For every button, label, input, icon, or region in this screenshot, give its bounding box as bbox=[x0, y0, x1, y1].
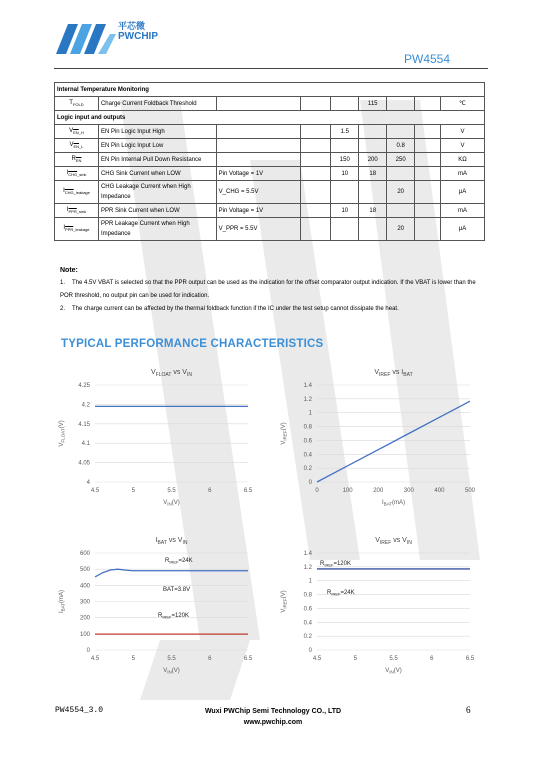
spec-unit: V bbox=[441, 139, 485, 153]
spec-section-label: Internal Temperature Monitoring bbox=[55, 83, 485, 97]
spec-max: 0.8 bbox=[387, 139, 415, 153]
spec-blank bbox=[301, 153, 331, 167]
chart-title: $I_{BAT}$ vs $V_{IN}$ bbox=[155, 537, 188, 546]
spec-section-row bbox=[55, 83, 485, 97]
y-axis-label: $V_{IREF}(V)$ bbox=[281, 422, 288, 445]
page-number: 6 bbox=[466, 705, 471, 715]
spec-symbol: $I_{\overline{PPR}\_sink}$ bbox=[55, 204, 99, 218]
y-tick-label: 1.2 bbox=[303, 564, 312, 571]
spec-param: PPR Leakage Current when High Impedance bbox=[98, 218, 216, 241]
x-axis-label: $V_{IN}(V)$ bbox=[163, 668, 180, 675]
spec-section-label: Logic input and outputs bbox=[55, 111, 485, 125]
spec-min: 10 bbox=[331, 204, 359, 218]
spec-blank bbox=[301, 125, 331, 139]
spec-blank bbox=[415, 125, 441, 139]
spec-typ bbox=[359, 125, 387, 139]
spec-typ: 115 bbox=[359, 97, 387, 111]
y-tick-label: 1.2 bbox=[303, 396, 312, 403]
x-tick-label: 5 bbox=[131, 656, 135, 662]
spec-unit: V bbox=[441, 125, 485, 139]
spec-blank bbox=[415, 97, 441, 111]
x-axis-label: $I_{BAT}(mA)$ bbox=[381, 500, 406, 507]
spec-unit: ℃ bbox=[441, 97, 485, 111]
spec-row bbox=[55, 204, 485, 218]
spec-condition: Pin Voltage = 1V bbox=[216, 167, 301, 181]
spec-condition bbox=[216, 153, 301, 167]
y-tick-label: 100 bbox=[79, 631, 90, 638]
spec-symbol: $I_{\overline{CHG}\_sink}$ bbox=[55, 167, 99, 181]
spec-blank bbox=[415, 218, 441, 241]
spec-max bbox=[387, 204, 415, 218]
note-item: 2. The charge current can be affected by the thermal foldback function if the IC under the test setup cannot dissipate the heat. bbox=[60, 306, 399, 312]
spec-section-row bbox=[55, 111, 485, 125]
y-tick-label: 4.25 bbox=[78, 383, 90, 389]
spec-condition: V_CHG = 5.5V bbox=[216, 181, 301, 204]
spec-condition bbox=[216, 139, 301, 153]
spec-blank bbox=[301, 97, 331, 111]
spec-row bbox=[55, 125, 485, 139]
x-tick-label: 5.5 bbox=[389, 656, 398, 662]
y-tick-label: 200 bbox=[79, 615, 90, 622]
chart-title: $V_{FLOAT}$ vs $V_{IN}$ bbox=[151, 369, 192, 378]
chart-annotation: $R_{IREF}=120K$ bbox=[158, 613, 189, 620]
spec-symbol: $T_{FOLD}$ bbox=[55, 97, 99, 111]
spec-max bbox=[387, 167, 415, 181]
brand-name-cn: 平芯微 bbox=[118, 21, 146, 31]
chart-annotation: BAT=3.8V bbox=[163, 587, 191, 593]
spec-table bbox=[54, 82, 485, 241]
y-tick-label: 0 bbox=[86, 648, 90, 654]
spec-unit: KΩ bbox=[441, 153, 485, 167]
x-tick-label: 100 bbox=[342, 488, 353, 494]
y-tick-label: 4.1 bbox=[81, 441, 90, 448]
chart-title: $V_{IREF}$ vs $V_{IN}$ bbox=[375, 537, 412, 546]
spec-blank bbox=[301, 167, 331, 181]
part-number: PW4554 bbox=[404, 52, 451, 66]
spec-min: 10 bbox=[331, 167, 359, 181]
spec-blank bbox=[415, 139, 441, 153]
spec-max bbox=[387, 125, 415, 139]
spec-condition bbox=[216, 125, 301, 139]
x-tick-label: 4.5 bbox=[90, 656, 100, 662]
chart-title: $V_{IREF}$ vs $I_{BAT}$ bbox=[374, 369, 413, 378]
spec-max: 20 bbox=[387, 181, 415, 204]
y-tick-label: 0.4 bbox=[303, 452, 312, 459]
note-item: 1. The 4.5V VBAT is selected so that the PPR output can be used as the indication for the offset comparator output indication. If the VBAT is lower than the POR threshold, no output pin can be used for indication. bbox=[60, 280, 476, 299]
spec-param: EN Pin Logic Input High bbox=[98, 125, 216, 139]
spec-typ bbox=[359, 181, 387, 204]
spec-param: CHG Sink Current when LOW bbox=[98, 167, 216, 181]
y-tick-label: 1.4 bbox=[303, 383, 312, 389]
y-tick-label: 0.6 bbox=[303, 438, 312, 445]
spec-param: EN Pin Internal Pull Down Resistance bbox=[98, 153, 216, 167]
spec-max: 250 bbox=[387, 153, 415, 167]
x-tick-label: 6 bbox=[430, 656, 434, 662]
x-axis-label: $V_{IN}(V)$ bbox=[385, 668, 402, 675]
x-tick-label: 200 bbox=[373, 488, 384, 494]
spec-typ: 200 bbox=[359, 153, 387, 167]
x-tick-label: 4.5 bbox=[312, 656, 322, 662]
y-tick-label: 0.2 bbox=[303, 634, 312, 641]
chart-annotation: $R_{IREF}=24K$ bbox=[165, 558, 193, 565]
x-tick-label: 300 bbox=[403, 488, 414, 494]
spec-max: 20 bbox=[387, 218, 415, 241]
spec-row bbox=[55, 97, 485, 111]
x-axis-label: $V_{IN}(V)$ bbox=[163, 500, 180, 507]
spec-unit: mA bbox=[441, 204, 485, 218]
chart-vfloat-vs-vin bbox=[50, 364, 260, 512]
spec-typ bbox=[359, 218, 387, 241]
series-line bbox=[95, 569, 248, 577]
footer-company: Wuxi PWChip Semi Technology CO., LTD bbox=[204, 708, 342, 715]
header-divider bbox=[54, 68, 488, 69]
footer-url[interactable]: www.pwchip.com bbox=[243, 719, 303, 726]
x-tick-label: 500 bbox=[464, 488, 476, 494]
x-tick-label: 0 bbox=[315, 488, 319, 494]
y-tick-label: 4.05 bbox=[78, 460, 90, 467]
y-axis-label: $V_{FLOAT}(V)$ bbox=[59, 420, 66, 447]
spec-min bbox=[331, 181, 359, 204]
spec-param: Charge Current Foldback Threshold bbox=[98, 97, 216, 111]
spec-blank bbox=[301, 204, 331, 218]
x-tick-label: 400 bbox=[434, 488, 445, 494]
chart-ibat-vs-vin bbox=[50, 532, 260, 680]
spec-symbol: $I_{\overline{PPR}\_leakage}$ bbox=[55, 218, 99, 241]
spec-unit: μA bbox=[441, 218, 485, 241]
x-tick-label: 5.5 bbox=[167, 488, 176, 494]
spec-symbol: $V_{\overline{EN}\_H}$ bbox=[55, 125, 99, 139]
spec-min bbox=[331, 218, 359, 241]
spec-min: 150 bbox=[331, 153, 359, 167]
spec-symbol: $I_{\overline{CHG}\_leakage}$ bbox=[55, 181, 99, 204]
spec-blank bbox=[301, 181, 331, 204]
spec-row bbox=[55, 139, 485, 153]
spec-typ bbox=[359, 139, 387, 153]
y-axis-label: $V_{IREF}(V)$ bbox=[281, 590, 288, 613]
chart-annotation: $R_{IREF}=24K$ bbox=[327, 590, 355, 597]
x-tick-label: 5 bbox=[353, 656, 357, 662]
x-tick-label: 6.5 bbox=[243, 488, 253, 494]
spec-condition: Pin Voltage = 1V bbox=[216, 204, 301, 218]
spec-blank bbox=[301, 218, 331, 241]
y-tick-label: 500 bbox=[79, 567, 90, 574]
y-axis-label: $I_{BAT}(mA)$ bbox=[59, 589, 66, 614]
y-tick-label: 0 bbox=[308, 480, 312, 486]
y-tick-label: 0 bbox=[308, 648, 312, 654]
chart-viref-vs-vin bbox=[272, 532, 482, 680]
y-tick-label: 400 bbox=[79, 583, 90, 590]
section-title: TYPICAL PERFORMANCE CHARACTERISTICS bbox=[61, 338, 324, 350]
spec-max bbox=[387, 97, 415, 111]
x-tick-label: 5.5 bbox=[167, 656, 176, 662]
x-tick-label: 4.5 bbox=[90, 488, 100, 494]
y-tick-label: 4.15 bbox=[78, 421, 90, 428]
spec-min bbox=[331, 97, 359, 111]
spec-typ: 18 bbox=[359, 167, 387, 181]
spec-param: PPR Sink Current when LOW bbox=[98, 204, 216, 218]
spec-blank bbox=[415, 204, 441, 218]
spec-unit: μA bbox=[441, 181, 485, 204]
chart-viref-vs-ibat bbox=[272, 364, 482, 512]
footer-company-block bbox=[198, 706, 348, 728]
y-tick-label: 0.2 bbox=[303, 466, 312, 473]
series-line bbox=[317, 401, 470, 482]
spec-typ: 18 bbox=[359, 204, 387, 218]
x-tick-label: 6 bbox=[208, 488, 212, 494]
y-tick-label: 1.4 bbox=[303, 551, 312, 557]
spec-symbol: $V_{\overline{EN}\_L}$ bbox=[55, 139, 99, 153]
y-tick-label: 0.6 bbox=[303, 606, 312, 613]
notes-block bbox=[60, 264, 480, 316]
spec-unit: mA bbox=[441, 167, 485, 181]
x-tick-label: 6 bbox=[208, 656, 212, 662]
x-tick-label: 6.5 bbox=[465, 656, 475, 662]
y-tick-label: 300 bbox=[79, 599, 90, 606]
x-tick-label: 6.5 bbox=[243, 656, 253, 662]
y-tick-label: 0.8 bbox=[303, 424, 312, 431]
spec-min bbox=[331, 139, 359, 153]
spec-min: 1.5 bbox=[331, 125, 359, 139]
y-tick-label: 0.4 bbox=[303, 620, 312, 627]
spec-param: CHG Leakage Current when High Impedance bbox=[98, 181, 216, 204]
x-tick-label: 5 bbox=[131, 488, 135, 494]
spec-blank bbox=[301, 139, 331, 153]
y-tick-label: 4 bbox=[86, 480, 90, 486]
brand-name-en: PWCHIP bbox=[118, 31, 158, 42]
spec-symbol: $R_{\overline{EN}}$ bbox=[55, 153, 99, 167]
spec-blank bbox=[415, 181, 441, 204]
notes-heading: Note: bbox=[60, 267, 78, 274]
spec-param: EN Pin Logic Input Low bbox=[98, 139, 216, 153]
spec-blank bbox=[415, 153, 441, 167]
y-tick-label: 1 bbox=[308, 410, 312, 417]
spec-row bbox=[55, 218, 485, 241]
y-tick-label: 0.8 bbox=[303, 592, 312, 599]
spec-condition bbox=[216, 97, 301, 111]
y-tick-label: 4.2 bbox=[81, 402, 90, 409]
spec-row bbox=[55, 153, 485, 167]
spec-row bbox=[55, 181, 485, 204]
spec-blank bbox=[415, 167, 441, 181]
footer-doc-id: PW4554_3.0 bbox=[55, 706, 104, 715]
y-tick-label: 600 bbox=[79, 551, 90, 557]
y-tick-label: 1 bbox=[308, 578, 312, 585]
spec-row bbox=[55, 167, 485, 181]
spec-condition: V_PPR = 5.5V bbox=[216, 218, 301, 241]
chart-annotation: $R_{IREF}=120K$ bbox=[320, 561, 351, 568]
